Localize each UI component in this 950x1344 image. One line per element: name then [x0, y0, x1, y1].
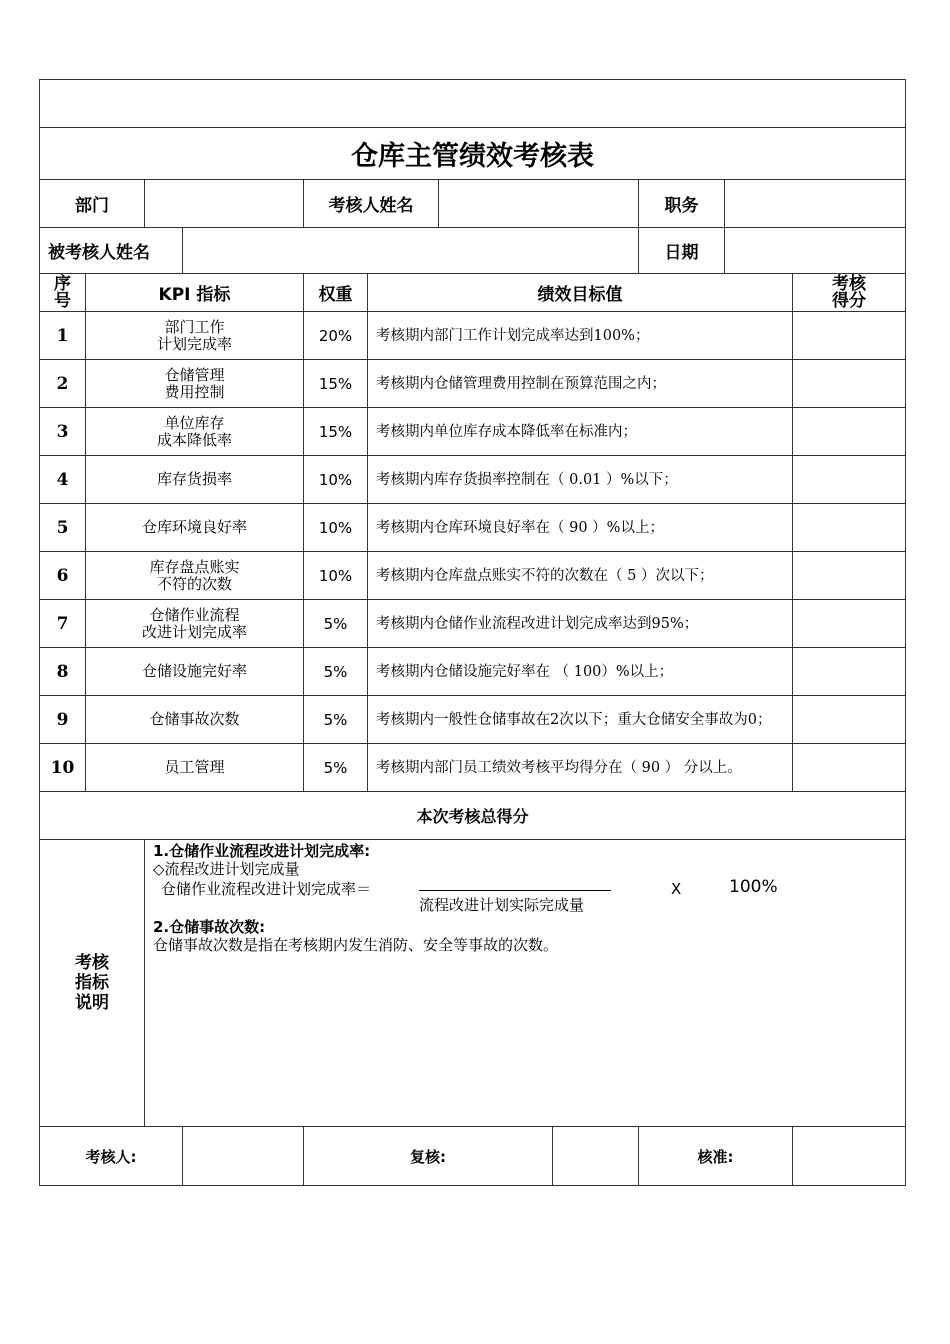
kpi-number: 5: [40, 504, 86, 552]
kpi-name-line1: 库存盘点账实: [149, 557, 240, 576]
kpi-name-line1: 仓储作业流程: [149, 605, 240, 624]
note-1-numerator: ◇流程改进计划完成量: [153, 860, 300, 878]
table-row: [40, 312, 906, 360]
assessor-name-label: 考核人姓名: [304, 180, 439, 228]
kpi-name-line2: 费用控制: [164, 382, 225, 401]
dept-field[interactable]: [145, 180, 304, 228]
kpi-name-line2: 改进计划完成率: [141, 622, 247, 641]
note-2-text: 仓储事故次数是指在考核期内发生消防、安全等事故的次数。: [153, 936, 559, 954]
kpi-target: 考核期内仓储设施完好率在 （ 100）%以上；: [368, 648, 793, 696]
kpi-name: [86, 408, 304, 456]
kpi-target: 考核期内仓库盘点账实不符的次数在（ 5 ）次以下；: [368, 552, 793, 600]
form-table: [39, 79, 906, 1186]
table-row: [40, 360, 906, 408]
kpi-number: 6: [40, 552, 86, 600]
note-1-title: 1.仓储作业流程改进计划完成率:: [153, 842, 371, 860]
kpi-score-field[interactable]: [793, 360, 906, 408]
kpi-score-field[interactable]: [793, 504, 906, 552]
kpi-name: [86, 312, 304, 360]
col-weight: 权重: [304, 274, 368, 312]
table-row: [40, 552, 906, 600]
kpi-rows: [40, 312, 906, 792]
kpi-score-field[interactable]: [793, 696, 906, 744]
assessee-name-label: 被考核人姓名: [40, 228, 183, 274]
assessor-name-field[interactable]: [439, 180, 639, 228]
kpi-name: [86, 552, 304, 600]
kpi-weight: 10%: [304, 504, 368, 552]
date-field[interactable]: [725, 228, 906, 274]
kpi-target: 考核期内库存货损率控制在（ 0.01 ）%以下；: [368, 456, 793, 504]
kpi-number: 3: [40, 408, 86, 456]
kpi-name: 仓库环境良好率: [86, 504, 304, 552]
kpi-target: 考核期内部门工作计划完成率达到100%；: [368, 312, 793, 360]
assessment-form: [39, 79, 905, 1186]
kpi-weight: 20%: [304, 312, 368, 360]
col-score-label: 考核得分: [832, 273, 867, 311]
fraction-line: [419, 890, 611, 891]
kpi-score-field[interactable]: [793, 312, 906, 360]
kpi-number: 2: [40, 360, 86, 408]
kpi-weight: 5%: [304, 696, 368, 744]
kpi-name: 仓储事故次数: [86, 696, 304, 744]
kpi-name-line2: 不符的次数: [156, 574, 232, 593]
kpi-number: 9: [40, 696, 86, 744]
dept-label: 部门: [40, 180, 145, 228]
table-row: [40, 408, 906, 456]
col-target: 绩效目标值: [368, 274, 793, 312]
position-label: 职务: [639, 180, 725, 228]
note-1-formula: [153, 878, 897, 918]
date-label: 日期: [639, 228, 725, 274]
assessor-sign-field[interactable]: [183, 1127, 304, 1186]
kpi-target: 考核期内仓库环境良好率在（ 90 ）%以上；: [368, 504, 793, 552]
kpi-name-line2: 计划完成率: [156, 334, 232, 353]
notes-label-cell: [40, 840, 145, 1127]
kpi-score-field[interactable]: [793, 600, 906, 648]
review-sign-label: 复核:: [304, 1127, 553, 1186]
kpi-weight: 5%: [304, 648, 368, 696]
notes-content: [145, 840, 906, 1127]
assessor-sign-label: 考核人:: [40, 1127, 183, 1186]
formula-denominator: 流程改进计划实际完成量: [419, 896, 585, 914]
kpi-weight: 10%: [304, 552, 368, 600]
position-field[interactable]: [725, 180, 906, 228]
kpi-name: [86, 360, 304, 408]
kpi-number: 4: [40, 456, 86, 504]
total-score-label: 本次考核总得分: [40, 792, 906, 840]
kpi-score-field[interactable]: [793, 552, 906, 600]
kpi-name: [86, 600, 304, 648]
table-row: [40, 600, 906, 648]
notes-label: 考核指标说明: [75, 953, 109, 1013]
kpi-number: 10: [40, 744, 86, 792]
formula-times: X: [671, 880, 682, 898]
table-row: [40, 648, 906, 696]
kpi-weight: 15%: [304, 360, 368, 408]
top-blank-row: [40, 80, 906, 128]
kpi-weight: 15%: [304, 408, 368, 456]
kpi-target: 考核期内仓储作业流程改进计划完成率达到95%；: [368, 600, 793, 648]
kpi-weight: 5%: [304, 600, 368, 648]
col-seq-label: 序号: [54, 273, 71, 311]
kpi-weight: 10%: [304, 456, 368, 504]
kpi-target: 考核期内一般性仓储事故在2次以下；重大仓储安全事故为0；: [368, 696, 793, 744]
kpi-name: 库存货损率: [86, 456, 304, 504]
kpi-name-line1: 仓储管理: [164, 365, 225, 384]
approve-sign-label: 核准:: [639, 1127, 793, 1186]
kpi-target: 考核期内仓储管理费用控制在预算范围之内；: [368, 360, 793, 408]
kpi-number: 8: [40, 648, 86, 696]
approve-sign-field[interactable]: [793, 1127, 906, 1186]
formula-percent: 100%: [729, 877, 778, 897]
kpi-target: 考核期内部门员工绩效考核平均得分在（ 90 ） 分以上。: [368, 744, 793, 792]
page-title: 仓库主管绩效考核表: [40, 128, 906, 180]
assessee-name-field[interactable]: [183, 228, 639, 274]
col-seq: [40, 274, 86, 312]
kpi-score-field[interactable]: [793, 408, 906, 456]
kpi-name-line1: 单位库存: [164, 413, 225, 432]
table-row: [40, 744, 906, 792]
table-row: [40, 696, 906, 744]
kpi-name-line2: 成本降低率: [156, 430, 232, 449]
kpi-weight: 5%: [304, 744, 368, 792]
kpi-number: 1: [40, 312, 86, 360]
table-row: [40, 456, 906, 504]
kpi-score-field[interactable]: [793, 456, 906, 504]
kpi-score-field[interactable]: [793, 648, 906, 696]
kpi-name: 员工管理: [86, 744, 304, 792]
review-sign-field[interactable]: [553, 1127, 639, 1186]
formula-label: 仓储作业流程改进计划完成率＝: [161, 880, 372, 898]
col-kpi: KPI 指标: [86, 274, 304, 312]
col-score: [793, 274, 906, 312]
kpi-number: 7: [40, 600, 86, 648]
note-2-title: 2.仓储事故次数:: [153, 918, 266, 936]
kpi-score-field[interactable]: [793, 744, 906, 792]
kpi-name-line1: 部门工作: [164, 317, 225, 336]
kpi-name: 仓储设施完好率: [86, 648, 304, 696]
table-row: [40, 504, 906, 552]
kpi-target: 考核期内单位库存成本降低率在标准内；: [368, 408, 793, 456]
